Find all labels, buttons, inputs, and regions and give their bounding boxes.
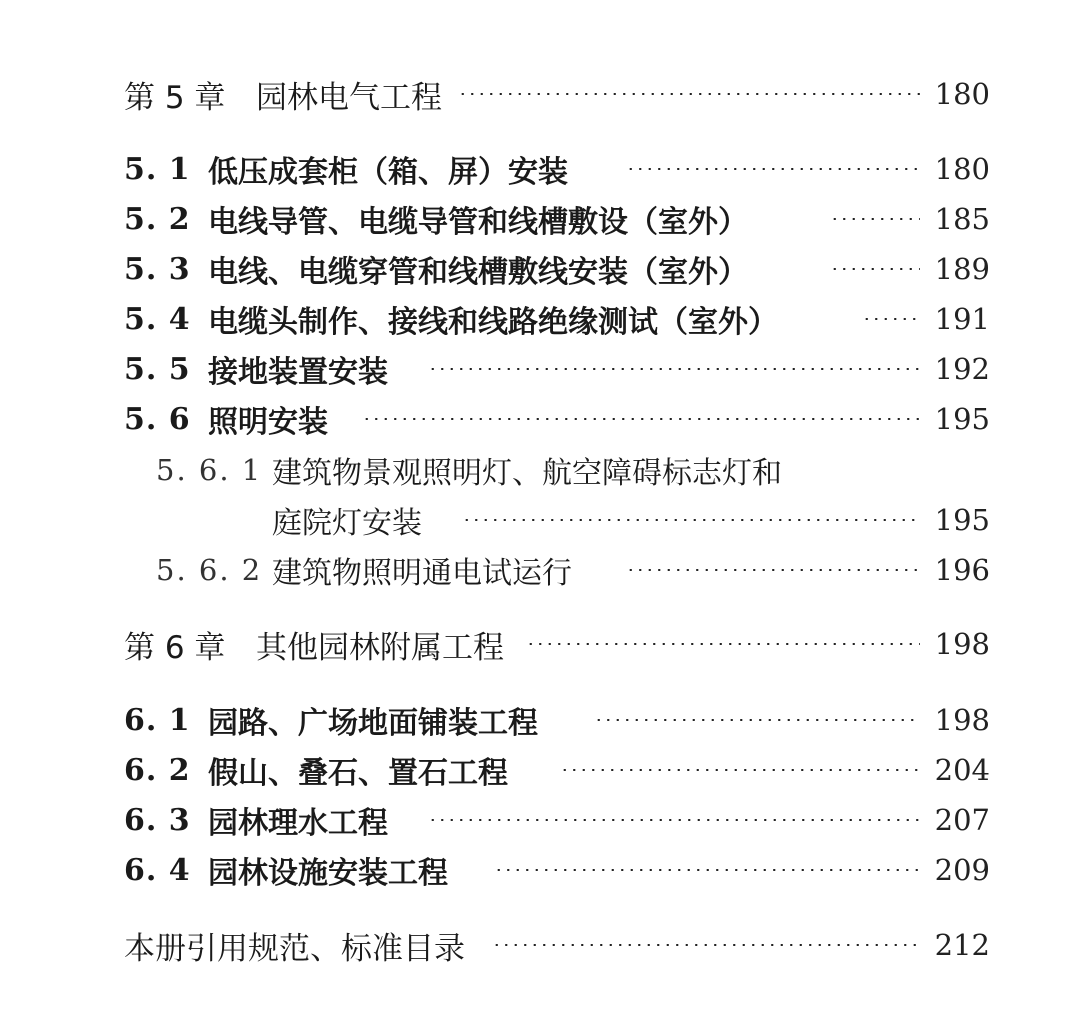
dot-leader [626,168,920,170]
dot-leader [830,268,920,270]
dot-leader [428,368,920,370]
page-number: 195 [934,402,990,436]
toc-subsection-continued[interactable] [0,498,1066,542]
dot-leader [526,643,920,645]
page-number: 196 [934,553,990,587]
toc-section[interactable] [0,247,1066,291]
subsection-title: 建筑物照明通电试运行 [272,556,572,591]
dot-leader [428,819,920,821]
page-number: 180 [934,152,990,186]
section-number: 5. 3 [124,251,191,287]
toc-chapter-6[interactable] [0,622,1066,666]
section-title: 照明安装 [208,405,328,440]
section-number: 5. 2 [124,201,191,237]
subsection-title: 建筑物景观照明灯、航空障碍标志灯和 [272,456,782,491]
page-number: 180 [934,77,990,111]
dot-leader [560,769,920,771]
toc-section[interactable] [0,848,1066,892]
toc-section[interactable] [0,297,1066,341]
toc-section[interactable] [0,397,1066,441]
dot-leader [830,218,920,220]
section-title: 接地装置安装 [208,355,388,390]
section-number: 6. 1 [124,702,191,738]
dot-leader [362,418,920,420]
section-title: 低压成套柜（箱、屏）安装 [208,155,568,190]
page-number: 185 [934,202,990,236]
section-title: 电缆头制作、接线和线路绝缘测试（室外） [208,305,778,340]
section-number: 6. 4 [124,852,191,888]
chapter-title: 其他园林附属工程 [256,629,504,666]
toc-section[interactable] [0,347,1066,391]
toc-references[interactable] [0,923,1066,967]
dot-leader [626,569,920,571]
section-title: 园林设施安装工程 [208,856,448,891]
subsection-number: 5. 6. 1 [156,453,263,487]
dot-leader [594,719,920,721]
page-number: 204 [934,753,990,787]
toc-section[interactable] [0,698,1066,742]
page-number: 191 [934,302,990,336]
dot-leader [862,318,920,320]
section-number: 5. 6 [124,401,191,437]
subsection-number: 5. 6. 2 [156,553,263,587]
chapter-number: 第 5 章 [124,79,226,116]
page-number: 198 [934,703,990,737]
section-number: 6. 3 [124,802,191,838]
page-number: 212 [934,928,990,962]
section-title: 园林理水工程 [208,806,388,841]
section-title: 电线、电缆穿管和线槽敷线安装（室外） [208,255,748,290]
section-number: 5. 1 [124,151,191,187]
dot-leader [492,944,920,946]
toc-section[interactable] [0,748,1066,792]
toc-section[interactable] [0,147,1066,191]
toc-subsection[interactable] [0,448,1066,492]
page-number: 209 [934,853,990,887]
toc-section[interactable] [0,197,1066,241]
subsection-title-continued: 庭院灯安装 [272,506,422,541]
dot-leader [494,869,920,871]
toc-subsection[interactable] [0,548,1066,592]
chapter-title: 园林电气工程 [256,79,442,116]
section-title: 假山、叠石、置石工程 [208,756,508,791]
section-number: 6. 2 [124,752,191,788]
page-number: 198 [934,627,990,661]
dot-leader [462,519,920,521]
page-number: 192 [934,352,990,386]
references-title: 本册引用规范、标准目录 [124,930,465,967]
dot-leader [458,93,920,95]
page-number: 189 [934,252,990,286]
section-number: 5. 5 [124,351,191,387]
page-number: 207 [934,803,990,837]
page-number: 195 [934,503,990,537]
toc-chapter-5[interactable] [0,72,1066,116]
section-title: 电线导管、电缆导管和线槽敷设（室外） [208,205,748,240]
toc-section[interactable] [0,798,1066,842]
section-number: 5. 4 [124,301,191,337]
chapter-number: 第 6 章 [124,629,226,666]
section-title: 园路、广场地面铺装工程 [208,706,538,741]
